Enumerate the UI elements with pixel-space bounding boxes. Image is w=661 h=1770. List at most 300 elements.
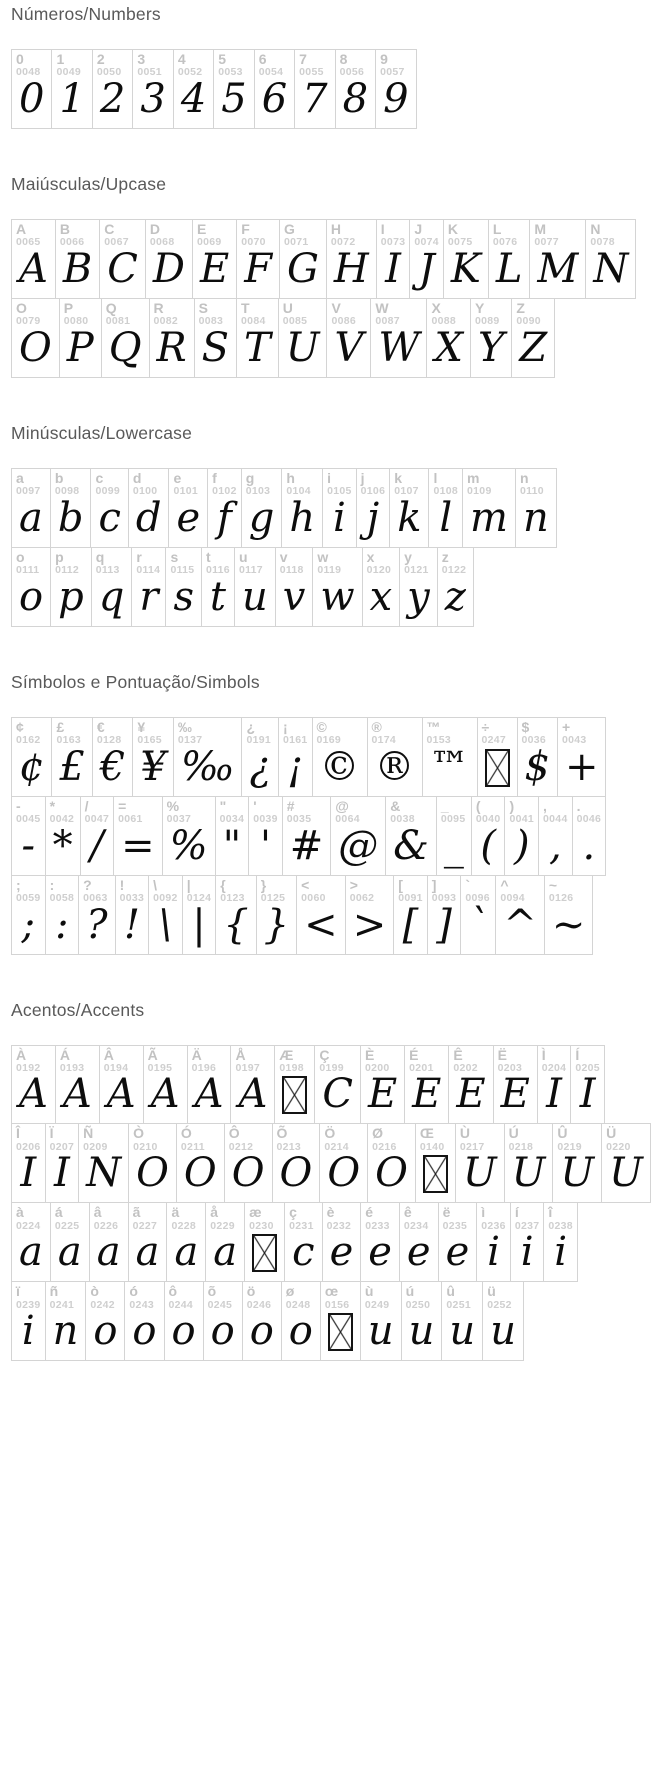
- cell-code-label: 0044: [543, 813, 568, 826]
- cell-glyph: d: [135, 494, 162, 541]
- glyph-cell: [436, 796, 472, 876]
- cell-code-label: 0055: [299, 66, 324, 79]
- glyph-cell: [493, 1045, 538, 1125]
- cell-meta: [242, 469, 282, 498]
- cell-meta: [12, 220, 55, 249]
- cell-glyph-area: [545, 901, 593, 954]
- cell-meta: [12, 1124, 45, 1153]
- cell-meta: [56, 1046, 99, 1075]
- cell-code-label: 0063: [83, 891, 108, 904]
- glyph-cell: [236, 298, 279, 378]
- glyph-cell: [488, 219, 531, 299]
- cell-code-label: 0088: [431, 315, 457, 328]
- cell-glyph-area: [511, 1229, 544, 1281]
- glyph-cell: [115, 875, 150, 955]
- glyph-cell: [132, 49, 173, 129]
- cell-char-label: m: [467, 469, 480, 486]
- cell-char-label: Á: [59, 1046, 71, 1063]
- cell-code-label: 0069: [196, 236, 222, 249]
- cell-meta: [320, 1124, 367, 1153]
- cell-glyph: {: [223, 901, 249, 948]
- cell-glyph: u: [490, 1308, 516, 1355]
- cell-glyph-area: [92, 573, 132, 626]
- cell-glyph-area: [472, 822, 505, 875]
- cell-glyph: (: [480, 822, 496, 869]
- cell-code-label: 0234: [403, 1219, 429, 1232]
- cell-char-label: k: [394, 469, 403, 486]
- cell-char-label: v: [279, 548, 288, 565]
- cell-char-label: j: [360, 469, 365, 486]
- cell-char-label: X: [431, 299, 441, 316]
- cell-glyph-area: [12, 743, 51, 796]
- cell-glyph-area: [46, 1150, 79, 1202]
- cell-code-label: 0062: [349, 891, 375, 904]
- cell-meta: [129, 1203, 167, 1232]
- cell-char-label: z: [441, 548, 449, 565]
- cell-char-label: ã: [132, 1204, 141, 1221]
- cell-glyph: z: [444, 573, 466, 620]
- cell-meta: [12, 1282, 45, 1311]
- cell-glyph-area: [371, 324, 426, 377]
- cell-code-label: 0090: [516, 315, 541, 328]
- cell-code-label: 0080: [63, 315, 89, 328]
- glyph-cell: [360, 1281, 402, 1361]
- cell-glyph: U: [511, 1150, 546, 1197]
- cell-glyph-area: [512, 324, 554, 377]
- cell-code-label: 0199: [319, 1061, 344, 1074]
- cell-glyph: C: [107, 245, 138, 292]
- cell-glyph: a: [96, 1229, 121, 1276]
- cell-code-label: 0201: [409, 1061, 434, 1074]
- cell-meta: [394, 876, 427, 905]
- cell-glyph: o: [288, 1308, 313, 1355]
- cell-code-label: 0227: [132, 1219, 158, 1232]
- cell-glyph-area: [12, 324, 59, 377]
- cell-glyph: s: [173, 573, 194, 620]
- cell-glyph: X: [434, 324, 463, 371]
- cell-glyph: G: [286, 245, 319, 292]
- cell-code-label: 0236: [481, 1219, 506, 1232]
- cell-glyph: j: [366, 494, 380, 541]
- font-section: [11, 4, 661, 129]
- cell-glyph-area: [166, 573, 201, 626]
- cell-glyph-area: [463, 494, 515, 547]
- cell-glyph: q: [98, 573, 125, 620]
- glyph-row: [11, 49, 661, 129]
- glyph-cell: [89, 1202, 129, 1282]
- glyph-cell: [55, 219, 100, 299]
- cell-glyph: N: [86, 1150, 122, 1197]
- cell-char-label: ë: [442, 1204, 451, 1221]
- cell-code-label: 0237: [514, 1219, 540, 1232]
- cell-glyph-area: [461, 901, 495, 954]
- cell-glyph: ®: [374, 743, 415, 790]
- cell-glyph-area: [586, 245, 635, 298]
- cell-char-label: û: [446, 1283, 455, 1300]
- cell-code-label: 0226: [93, 1219, 119, 1232]
- cell-meta: [12, 469, 50, 498]
- cell-glyph-area: [255, 75, 294, 128]
- section-rows: [11, 717, 661, 955]
- cell-code-label: 0099: [95, 485, 121, 498]
- cell-code-label: 0075: [447, 236, 473, 249]
- cell-meta: [494, 1046, 537, 1075]
- cell-char-label: (: [475, 797, 481, 814]
- cell-glyph-area: [79, 1150, 128, 1202]
- cell-meta: [361, 1282, 401, 1311]
- cell-meta: [12, 50, 51, 79]
- cell-meta: [327, 220, 376, 249]
- glyph-cell: [441, 1281, 483, 1361]
- cell-glyph: A: [19, 1071, 48, 1118]
- glyph-cell: [45, 875, 80, 955]
- cell-glyph: A: [150, 1071, 180, 1118]
- cell-glyph: A: [19, 245, 48, 292]
- cell-char-label: Y: [474, 299, 485, 316]
- cell-char-label: ü: [487, 1283, 496, 1300]
- cell-meta: [46, 797, 80, 826]
- cell-meta: [279, 718, 312, 747]
- cell-meta: [416, 1124, 455, 1153]
- cell-meta: [51, 469, 91, 498]
- cell-code-label: 0231: [289, 1219, 314, 1232]
- cell-glyph-area: [438, 573, 473, 626]
- cell-glyph: k: [397, 494, 422, 541]
- cell-glyph: A: [62, 1071, 92, 1118]
- cell-char-label: ¿: [246, 718, 256, 735]
- cell-char-label: ö: [246, 1283, 256, 1300]
- section-title: Símbolos e Pontuação/Simbols: [11, 671, 260, 692]
- glyph-cell: [230, 1045, 275, 1125]
- cell-glyph-area: [477, 1229, 510, 1281]
- cell-glyph-area: [208, 494, 241, 547]
- cell-glyph-area: [52, 743, 91, 796]
- cell-glyph: ™: [429, 743, 470, 790]
- cell-glyph-area: [79, 901, 114, 954]
- cell-glyph: B: [62, 245, 93, 292]
- cell-glyph: [: [402, 901, 419, 948]
- cell-meta: [336, 50, 375, 79]
- cell-code-label: 0052: [177, 66, 203, 79]
- glyph-cell: [515, 468, 557, 548]
- glyph-cell: [477, 717, 518, 797]
- cell-code-label: 0071: [283, 236, 309, 249]
- cell-glyph: O: [136, 1150, 169, 1197]
- cell-char-label: å: [210, 1204, 219, 1221]
- cell-glyph-area: [571, 1071, 604, 1123]
- cell-glyph-area: [12, 245, 55, 298]
- cell-meta: [100, 220, 145, 249]
- glyph-cell: [143, 1045, 188, 1125]
- cell-meta: [538, 1046, 571, 1075]
- cell-meta: [225, 1124, 272, 1153]
- cell-char-label: i: [327, 469, 331, 486]
- cell-glyph-area: [91, 494, 127, 547]
- cell-glyph-area: [237, 245, 279, 298]
- cell-char-label: 8: [339, 51, 348, 67]
- cell-char-label: T: [241, 299, 250, 316]
- glyph-cell: [128, 468, 170, 548]
- cell-meta: [56, 220, 99, 249]
- notdef-box-icon: [252, 1234, 277, 1272]
- cell-meta: [489, 220, 530, 249]
- cell-glyph-area: [363, 573, 400, 626]
- cell-meta: [206, 1203, 244, 1232]
- cell-glyph-area: [149, 901, 182, 954]
- cell-char-label: F: [241, 220, 250, 237]
- cell-glyph: £: [59, 743, 85, 790]
- cell-char-label: x: [366, 548, 375, 565]
- cell-meta: [371, 299, 426, 328]
- cell-glyph-area: [12, 901, 45, 954]
- cell-glyph: ): [513, 822, 530, 869]
- cell-glyph-area: [150, 324, 194, 377]
- cell-meta: [313, 718, 367, 747]
- cell-code-label: 0105: [327, 485, 352, 498]
- cell-code-label: 0092: [153, 891, 178, 904]
- cell-code-label: 0041: [509, 813, 535, 826]
- cell-glyph-area: [235, 573, 275, 626]
- cell-code-label: 0086: [331, 315, 357, 328]
- glyph-cell: [437, 547, 474, 627]
- cell-char-label: 6: [258, 51, 267, 67]
- cell-glyph: W: [378, 324, 420, 371]
- cell-glyph-area: [456, 1150, 504, 1202]
- cell-glyph-area: [323, 1229, 361, 1281]
- glyph-cell: [213, 49, 254, 129]
- glyph-cell: [460, 875, 496, 955]
- cell-glyph-area: [195, 324, 236, 377]
- cell-glyph: F: [244, 245, 272, 292]
- cell-char-label: .: [576, 797, 581, 814]
- cell-glyph-area: [400, 1229, 438, 1281]
- cell-meta: [165, 1282, 203, 1311]
- cell-char-label: ø: [285, 1283, 295, 1300]
- cell-glyph: ": [222, 822, 242, 869]
- glyph-row: [11, 717, 661, 797]
- glyph-cell: [504, 1123, 554, 1203]
- glyph-cell: [462, 468, 516, 548]
- cell-glyph-area: [46, 822, 80, 875]
- cell-meta: [428, 876, 461, 905]
- cell-char-label: ¥: [137, 718, 146, 735]
- cell-glyph-area: [390, 494, 428, 547]
- cell-glyph-area: [202, 573, 234, 626]
- glyph-cell: [399, 547, 438, 627]
- cell-char-label: B: [59, 220, 71, 237]
- cell-glyph-area: [276, 573, 313, 626]
- cell-meta: [216, 876, 255, 905]
- cell-char-label: N: [590, 220, 601, 237]
- glyph-cell: [11, 298, 60, 378]
- cell-char-label: Ì: [541, 1046, 546, 1063]
- cell-char-label: /: [84, 797, 89, 814]
- cell-char-label: f: [212, 469, 217, 486]
- cell-code-label: 0194: [103, 1061, 129, 1074]
- cell-glyph: <: [304, 901, 338, 948]
- cell-glyph-area: [573, 822, 606, 875]
- cell-code-label: 0058: [49, 891, 75, 904]
- cell-char-label: w: [317, 548, 329, 565]
- cell-glyph: E: [367, 1071, 398, 1118]
- cell-code-label: 0083: [198, 315, 224, 328]
- cell-meta: [93, 50, 132, 79]
- cell-char-label: ^: [500, 876, 509, 893]
- cell-code-label: 0251: [446, 1298, 471, 1311]
- cell-meta: [361, 1203, 399, 1232]
- cell-code-label: 0244: [168, 1298, 194, 1311]
- cell-code-label: 0034: [219, 813, 245, 826]
- glyph-cell: [224, 1123, 273, 1203]
- cell-meta: [437, 797, 471, 826]
- glyph-cell: [428, 468, 463, 548]
- glyph-cell: [504, 796, 539, 876]
- cell-glyph: }: [263, 901, 290, 948]
- cell-meta: [323, 1203, 361, 1232]
- cell-glyph: U: [462, 1150, 497, 1197]
- cell-code-label: 0153: [426, 734, 452, 747]
- section-title: Acentos/Accents: [11, 999, 145, 1020]
- cell-glyph-area: [494, 1071, 537, 1123]
- glyph-cell: [367, 1123, 416, 1203]
- glyph-cell: [401, 1281, 443, 1361]
- cell-meta: [368, 1124, 415, 1153]
- cell-glyph: a: [213, 1229, 238, 1276]
- cell-code-label: 0066: [59, 236, 85, 249]
- cell-glyph-area: [93, 75, 132, 128]
- glyph-cell: [322, 468, 357, 548]
- glyph-cell: [11, 219, 56, 299]
- cell-glyph-area: [400, 573, 437, 626]
- cell-meta: [166, 548, 201, 577]
- cell-char-label: |: [186, 876, 191, 893]
- cell-glyph-area: [51, 1229, 89, 1281]
- cell-code-label: 0225: [54, 1219, 80, 1232]
- cell-glyph-area: [12, 494, 50, 547]
- cell-meta: [60, 299, 101, 328]
- cell-glyph: _: [443, 822, 464, 869]
- cell-glyph-area: [237, 324, 278, 377]
- cell-glyph-area: [56, 1071, 99, 1123]
- glyph-cell: [92, 717, 133, 797]
- cell-code-label: 0109: [467, 485, 492, 498]
- cell-glyph: o: [249, 1308, 274, 1355]
- cell-code-label: 0111: [16, 564, 40, 577]
- glyph-cell: [482, 1281, 524, 1361]
- glyph-cell: [99, 1045, 144, 1125]
- cell-meta: [86, 1282, 124, 1311]
- glyph-row: [11, 547, 661, 627]
- cell-glyph-area: [174, 743, 242, 796]
- cell-code-label: 0106: [360, 485, 386, 498]
- cell-glyph: u: [241, 573, 268, 620]
- cell-code-label: 0213: [276, 1140, 302, 1153]
- glyph-cell: [11, 468, 51, 548]
- cell-meta: [438, 548, 473, 577]
- cell-glyph-area: [257, 901, 296, 954]
- cell-char-label: E: [196, 220, 207, 237]
- cell-glyph: R: [156, 324, 187, 371]
- cell-code-label: 0137: [177, 734, 203, 747]
- glyph-cell: [572, 796, 607, 876]
- cell-glyph-area: [279, 743, 312, 796]
- glyph-cell: [278, 717, 313, 797]
- glyph-cell: [45, 1123, 80, 1203]
- cell-glyph: ¢: [19, 743, 45, 790]
- cell-char-label: O: [16, 299, 27, 316]
- glyph-cell: [272, 1123, 321, 1203]
- cell-char-label: 2: [96, 51, 105, 67]
- cell-char-label: ,: [543, 797, 547, 814]
- cell-glyph: ,: [548, 822, 562, 869]
- cell-glyph: Z: [519, 324, 548, 371]
- cell-meta: [51, 548, 91, 577]
- glyph-cell: [275, 547, 314, 627]
- cell-code-label: 0036: [521, 734, 547, 747]
- cell-glyph: U: [609, 1150, 643, 1197]
- cell-char-label: ì: [481, 1204, 486, 1221]
- cell-glyph: ©: [319, 743, 360, 790]
- cell-code-label: 0042: [49, 813, 75, 826]
- cell-char-label: +: [561, 718, 571, 735]
- cell-meta: [449, 1046, 492, 1075]
- cell-code-label: 0087: [375, 315, 400, 328]
- cell-char-label: ä: [171, 1204, 180, 1221]
- cell-glyph: e: [176, 494, 201, 541]
- cell-meta: [553, 1124, 601, 1153]
- glyph-cell: [11, 1202, 51, 1282]
- cell-code-label: 0067: [104, 236, 129, 249]
- cell-char-label: ï: [16, 1283, 20, 1300]
- cell-char-label: R: [153, 299, 164, 316]
- glyph-cell: [168, 468, 208, 548]
- cell-meta: [410, 220, 443, 249]
- glyph-cell: [345, 875, 395, 955]
- glyph-cell: [427, 875, 462, 955]
- glyph-cell: [101, 298, 150, 378]
- cell-code-label: 0102: [212, 485, 237, 498]
- cell-glyph: A: [194, 1071, 224, 1118]
- cell-glyph-area: [174, 75, 213, 128]
- cell-char-label: á: [54, 1204, 63, 1221]
- cell-glyph-area: [423, 743, 477, 796]
- cell-char-label: ç: [289, 1204, 297, 1221]
- cell-code-label: 0169: [316, 734, 342, 747]
- cell-code-label: 0054: [258, 66, 284, 79]
- glyph-cell: [389, 468, 429, 548]
- cell-glyph: M: [537, 245, 579, 292]
- cell-char-label: {: [220, 876, 226, 893]
- cell-code-label: 0035: [286, 813, 312, 826]
- cell-glyph-area: [483, 1308, 523, 1360]
- cell-char-label: õ: [207, 1283, 217, 1300]
- glyph-cell: [320, 1281, 361, 1361]
- cell-glyph: +: [564, 743, 599, 790]
- cell-code-label: 0125: [260, 891, 286, 904]
- glyph-cell: [91, 547, 133, 627]
- glyph-row: [11, 219, 661, 299]
- cell-meta: [530, 220, 585, 249]
- glyph-cell: [236, 219, 280, 299]
- cell-meta: [255, 50, 294, 79]
- cell-char-label: u: [238, 548, 248, 565]
- cell-char-label: U: [282, 299, 293, 316]
- cell-glyph: =: [121, 822, 155, 869]
- cell-char-label: Ê: [453, 1046, 463, 1063]
- cell-meta: [512, 299, 554, 328]
- cell-glyph-area: [52, 75, 91, 128]
- glyph-cell: [282, 796, 332, 876]
